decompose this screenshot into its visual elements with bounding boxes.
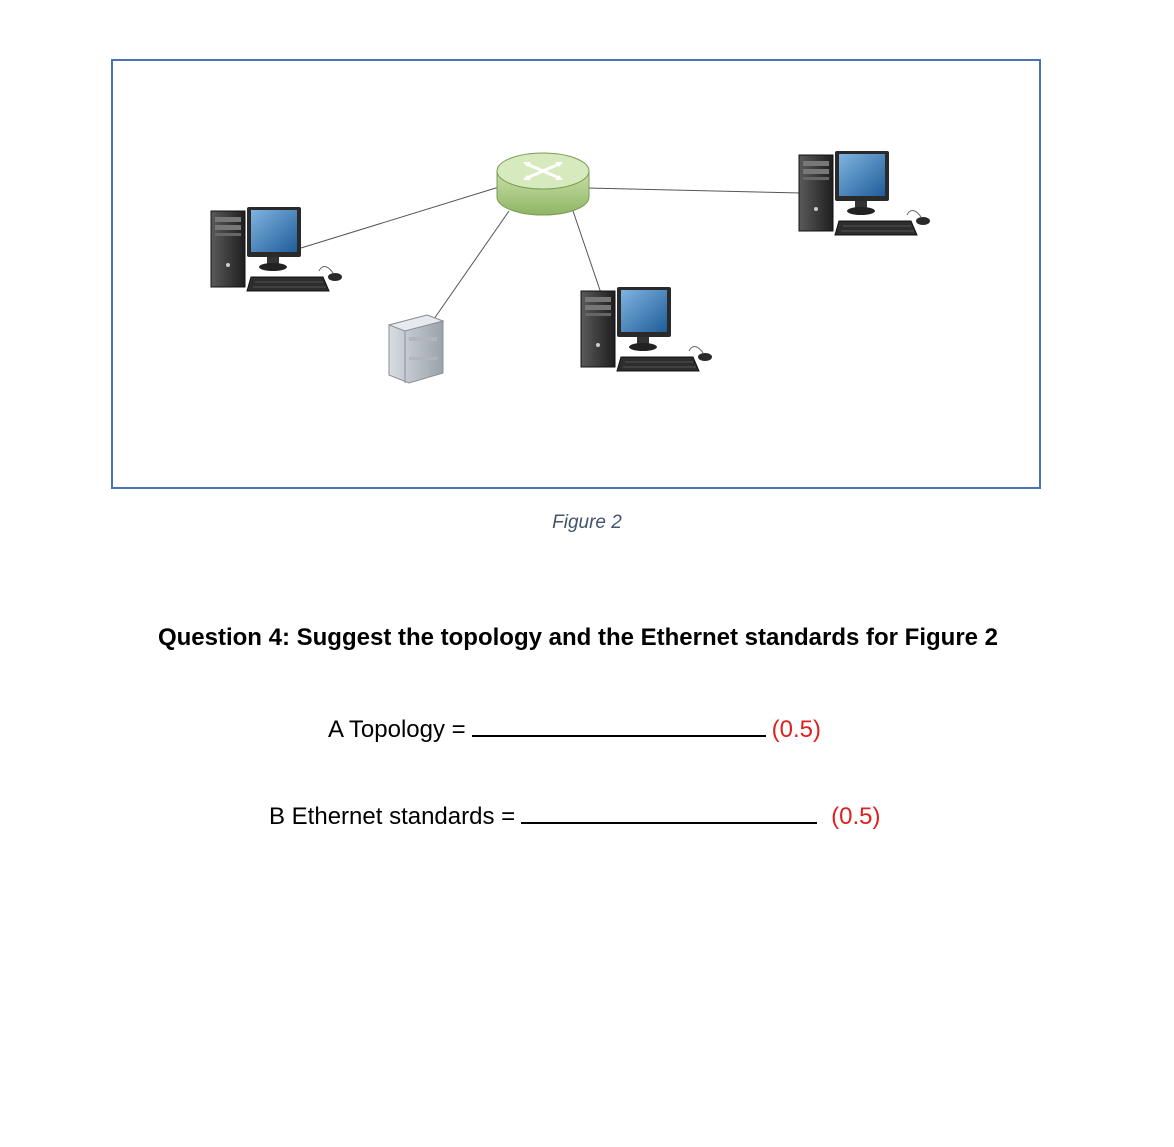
link-router-printer bbox=[427, 211, 509, 329]
answer-blank-ethernet[interactable] bbox=[521, 800, 817, 824]
desktop-computer-icon-bottom bbox=[581, 287, 712, 371]
router-icon bbox=[497, 153, 589, 215]
answer-line-topology bbox=[328, 713, 821, 744]
network-diagram-frame bbox=[111, 59, 1041, 489]
network-diagram bbox=[113, 61, 1039, 487]
answer-label-ethernet: B Ethernet standards = bbox=[269, 803, 516, 830]
points-ethernet: (0.5) bbox=[831, 803, 881, 830]
link-router-pc-bottom bbox=[573, 211, 603, 299]
desktop-computer-icon-right bbox=[799, 151, 930, 235]
answer-line-ethernet bbox=[269, 800, 881, 831]
question-title: Question 4: Suggest the topology and the Ethernet standards for Figure 2 bbox=[157, 624, 999, 651]
answer-blank-topology[interactable] bbox=[472, 713, 766, 737]
points-topology: (0.5) bbox=[771, 716, 822, 743]
link-router-pc-left bbox=[301, 187, 499, 248]
printer-icon bbox=[389, 315, 443, 383]
figure-caption: Figure 2 bbox=[552, 512, 622, 533]
link-router-pc-right bbox=[587, 188, 801, 193]
answer-label-topology: A Topology = bbox=[328, 716, 466, 743]
desktop-computer-icon-left bbox=[211, 207, 342, 291]
